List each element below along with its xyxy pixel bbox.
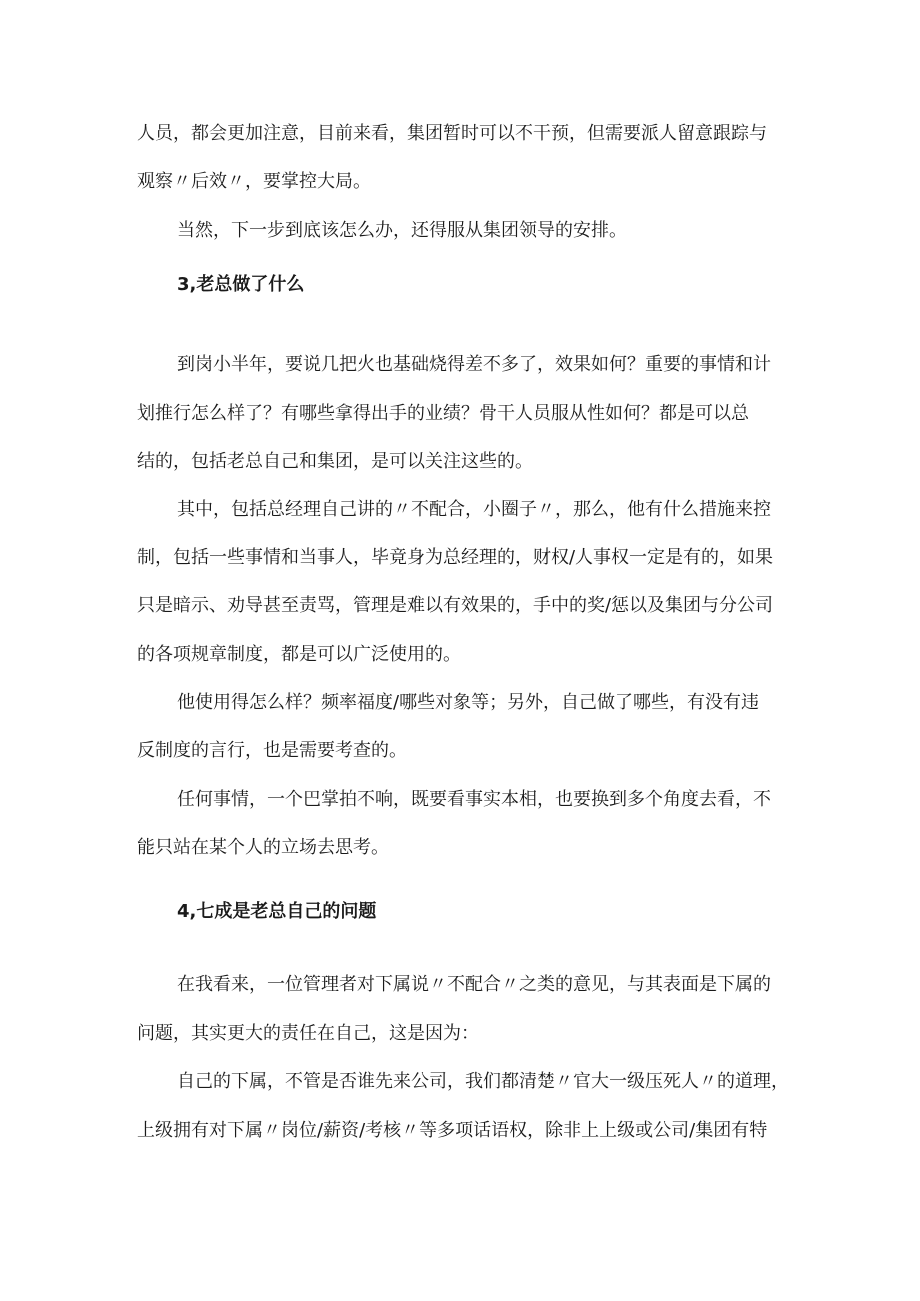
paragraph-line: 上级拥有对下属〃岗位/薪资/考核〃等多项话语权，除非上上级或公司/集团有特 [137, 1120, 768, 1141]
paragraph-line: 自己的下属，不管是否谁先来公司，我们都清楚〃官大一级压死人〃的道理， [177, 1071, 789, 1092]
paragraph-line: 只是暗示、劝导甚至责骂，管理是难以有效果的，手中的奖/惩以及集团与分公司 [137, 595, 774, 616]
paragraph-line: 其中，包括总经理自己讲的〃不配合，小圈子〃，那么，他有什么措施来控 [177, 499, 771, 520]
paragraph-line: 他使用得怎么样？频率福度/哪些对象等；另外，自己做了哪些，有没有违 [177, 692, 760, 713]
paragraph-line: 当然，下一步到底该怎么办，还得服从集团领导的安排。 [177, 220, 627, 241]
paragraph-line: 反制度的言行，也是需要考查的。 [137, 740, 407, 761]
paragraph-line: 能只站在某个人的立场去思考。 [137, 837, 389, 858]
paragraph-line: 任何事情，一个巴掌拍不响，既要看事实本相，也要换到多个角度去看，不 [177, 789, 771, 810]
paragraph-line: 观察〃后效〃，要掌控大局。 [137, 171, 371, 192]
section-heading: 4,七成是老总自己的问题 [177, 901, 377, 922]
paragraph-line: 划推行怎么样了？有哪些拿得出手的业绩？骨干人员服从性如何？都是可以总 [137, 403, 749, 424]
section-heading: 3,老总做了什么 [177, 274, 305, 295]
paragraph-line: 结的，包括老总自己和集团，是可以关注这些的。 [137, 451, 533, 472]
paragraph-line: 问题，其实更大的责任在自己，这是因为： [137, 1023, 479, 1044]
paragraph-line: 在我看来，一位管理者对下属说〃不配合〃之类的意见，与其表面是下属的 [177, 974, 771, 995]
paragraph-line: 到岗小半年，要说几把火也基础烧得差不多了，效果如何？重要的事情和计 [177, 354, 771, 375]
paragraph-line: 人员，都会更加注意，目前来看，集团暂时可以不干预，但需要派人留意跟踪与 [137, 123, 767, 144]
paragraph-line: 的各项规章制度，都是可以广泛使用的。 [137, 644, 461, 665]
paragraph-line: 制，包括一些事情和当事人，毕竟身为总经理的，财权/人事权一定是有的，如果 [137, 547, 774, 568]
